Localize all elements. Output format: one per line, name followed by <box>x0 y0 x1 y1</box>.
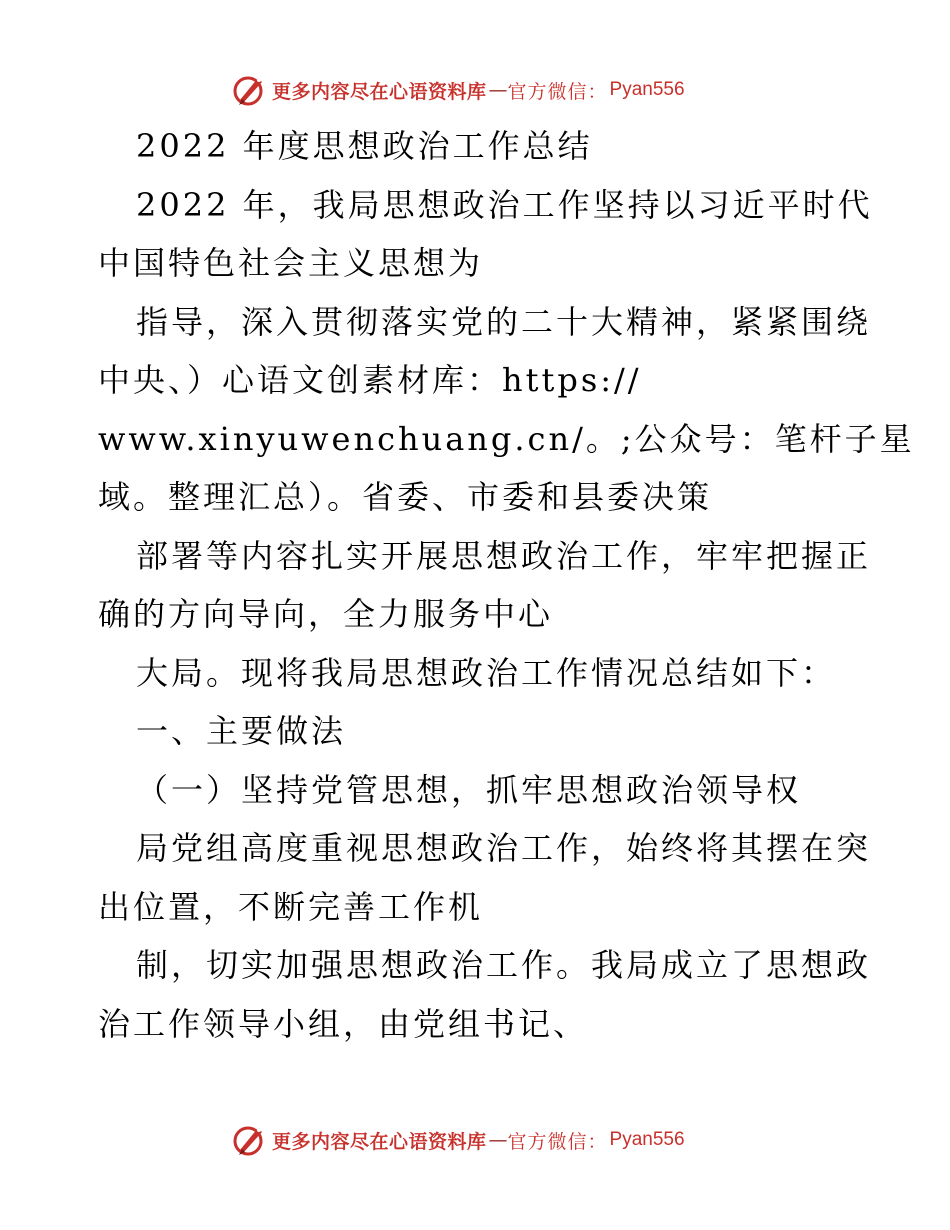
banner-wechat-label: 官方微信： <box>507 1130 608 1153</box>
quill-pen-logo-icon <box>232 1122 268 1158</box>
paragraph-line: 部署等内容扎实开展思想政治工作，牢牢把握正 <box>136 537 872 575</box>
banner-slogan: 更多内容尽在心语资料库 <box>272 1130 487 1153</box>
subsection-heading: （一）坚持党管思想，抓牢思想政治领导权 <box>136 771 802 809</box>
section-heading: 一、主要做法 <box>136 712 347 750</box>
paragraph-line: www.xinyuwenchuang.cn/。;公众号：笔杆子星 <box>98 420 915 458</box>
document-title: 2022 年度思想政治工作总结 <box>136 127 593 165</box>
paragraph-line: 局党组高度重视思想政治工作，始终将其摆在突 <box>136 829 872 867</box>
paragraph-line: 治工作领导小组，由党组书记、 <box>98 1005 589 1043</box>
paragraph-line: 确的方向导向，全力服务中心 <box>98 595 554 633</box>
banner-separator: — <box>488 79 508 101</box>
paragraph-line: 中央、）心语文创素材库：https:// <box>98 361 642 399</box>
paragraph-line: 大局。现将我局思想政治工作情况总结如下： <box>136 654 837 692</box>
footer-watermark-banner <box>232 1120 752 1160</box>
quill-pen-logo-icon <box>232 72 268 108</box>
paragraph-line: 出位置，不断完善工作机 <box>98 888 484 926</box>
paragraph-line: 域。整理汇总）。省委、市委和县委决策 <box>98 478 713 516</box>
banner-wechat-id: Pyan556 <box>609 79 685 100</box>
header-watermark-banner <box>232 70 752 110</box>
banner-wechat-label: 官方微信： <box>507 80 608 103</box>
paragraph-line: 中国特色社会主义思想为 <box>98 244 484 282</box>
paragraph-line: 制，切实加强思想政治工作。我局成立了思想政 <box>136 946 872 984</box>
banner-wechat-id: Pyan556 <box>609 1129 685 1150</box>
banner-separator: — <box>488 1129 508 1151</box>
paragraph-line: 指导，深入贯彻落实党的二十大精神，紧紧围绕 <box>136 303 872 341</box>
paragraph-line: 2022 年，我局思想政治工作坚持以习近平时代 <box>136 186 873 224</box>
banner-slogan: 更多内容尽在心语资料库 <box>272 80 487 103</box>
